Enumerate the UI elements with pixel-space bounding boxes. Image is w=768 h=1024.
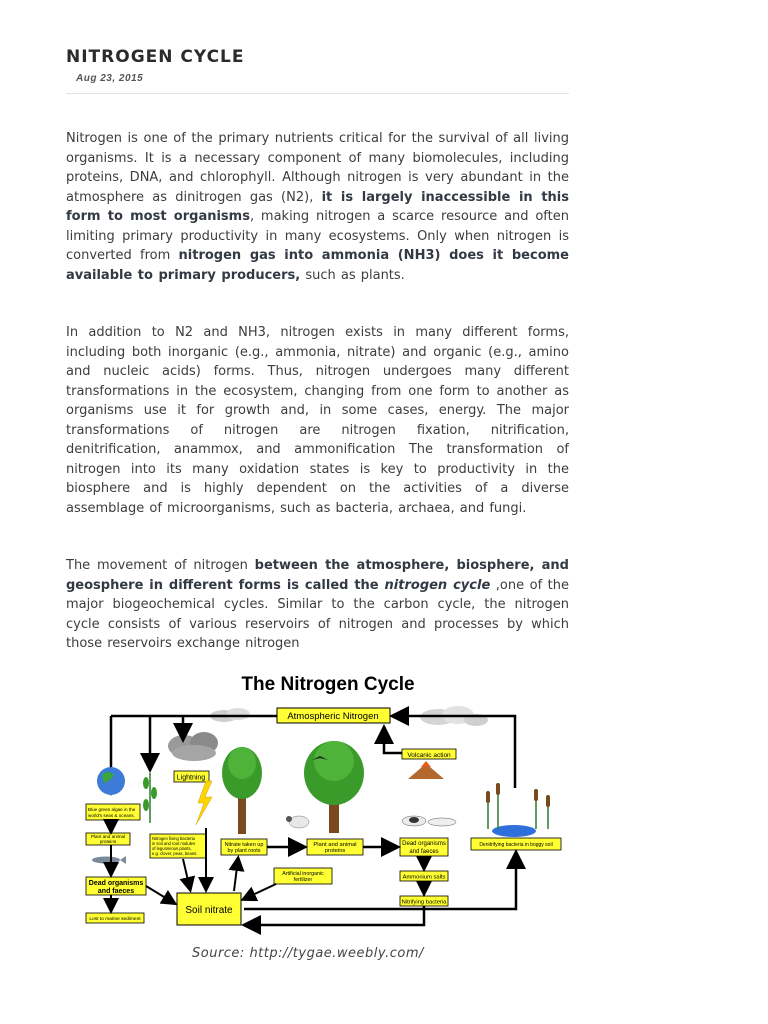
lightning-label: Lightning <box>176 774 206 782</box>
p1-text-1: Nitrogen is one of the primary nutrients critical for the survival of all living organisms. It is a necessary component of many biomolecules, including proteins, DNA, and chlorophyll. Although nitrogen is very abundant in the atmosphere as dinitrogen gas (N2), <box>66 131 569 205</box>
p1-text-3: such as plants. <box>300 267 405 283</box>
p1-text-2: , making nitrogen a scarce resource and often limiting primary productivity in many ecosystems. Only when nitrogen is converted from <box>66 209 569 263</box>
fertilizer-label-2: fertilizer <box>293 877 313 883</box>
figure-caption: Source: http://tygae.weebly.com/ <box>192 946 424 961</box>
fixing-label-3: of leguminous plants, <box>152 846 192 851</box>
cow-icon <box>402 816 426 826</box>
plant-animal-small-label-1: Plant and animal <box>90 834 126 839</box>
nitrate-taken-label-1: Nitrate taken up <box>224 842 264 848</box>
algae-label-1: Blue green algae in the <box>88 807 136 812</box>
paragraph-3 <box>66 556 569 654</box>
nitrogen-cycle-diagram <box>66 663 569 935</box>
soil-nitrate-label: Soil nitrate <box>185 905 233 916</box>
arrow-fertilizer-to-soil <box>244 884 276 899</box>
nitrifying-label: Nitrifying bacteria <box>401 899 447 906</box>
diagram-svg <box>66 663 569 935</box>
p1-bold-1: it is largely inaccessible in this form to most organisms <box>66 189 569 224</box>
dead-animal-icon <box>428 818 456 826</box>
paragraph-1 <box>66 129 569 285</box>
p3-bold-italic <box>385 578 491 593</box>
arrow-soil-to-roots <box>234 859 238 891</box>
tree-icon <box>222 747 262 834</box>
volcano-icon <box>408 767 444 779</box>
fixing-label-2: in soil and root nodules <box>152 841 196 846</box>
bog-plants-icon <box>486 783 550 837</box>
nitrate-taken-label-2: by plant roots <box>227 848 261 854</box>
p3-bold-1: between the atmosphere, biosphere, and geosphere in different forms is called the <box>66 558 569 593</box>
plant-animal-label-2: proteins <box>324 848 346 854</box>
fixing-label-1: Nitrogen fixing bacteria <box>152 836 195 841</box>
globe-icon <box>97 767 125 795</box>
arrow-volcanic <box>384 729 404 753</box>
paragraph-2: In addition to N2 and NH3, nitrogen exists in many different forms, including both inorganic (e.g., ammonia, nitrate) and organic (e.g., amino and nucleic acids) forms. Thus, nitrogen undergoes many different transformations in the ecosystem, changing from one form to another as organisms use it for growth and, in some cases, energy. The major transformations of nitrogen are nitrogen fixation, nitrification, denitrification, anammox, and ammonification The transformation of nitrogen into its many oxidation states is key to productivity in the biosphere and is highly dependent on the activities of a diverse assemblage of microorganisms, such as bacteria, archaea, and fungi. <box>66 325 569 516</box>
title-divider <box>66 93 569 94</box>
dead-organisms-right-label-1: Dead organisms <box>402 841 446 847</box>
p3-text-2: ,one of the major biogeochemical cycles. Similar to the carbon cycle, the nitrogen cycle consists of various reservoirs of nitrogen and processes by which those reservoirs exchange nitrogen <box>66 577 569 651</box>
denitrifying-label: Denitrifying bacteria in boggy soil <box>479 842 553 848</box>
arrow-fixing-to-soil <box>183 859 190 889</box>
dead-organisms-right-label-2: and faeces <box>409 849 439 855</box>
lightning-bolt-icon <box>196 781 212 825</box>
post-date: Aug 23, 2015 <box>76 73 144 84</box>
post-title: NITROGEN CYCLE <box>66 47 245 67</box>
plant-animal-label-1: Plant and animal <box>313 842 357 848</box>
plant-icon <box>143 773 157 823</box>
p3-text-1: The movement of nitrogen <box>66 558 255 573</box>
dead-organisms-left-label-2: and faeces <box>97 888 135 895</box>
fish-icon <box>92 856 126 864</box>
tree-icon <box>304 741 364 833</box>
arrow-dead-to-soil <box>146 886 174 903</box>
ammonium-label: Ammonium salts <box>402 874 446 881</box>
nitrogen-cycle-term: nitrogen cycle <box>384 577 491 593</box>
plant-animal-small-label-2: proteins <box>99 839 117 844</box>
lava-icon <box>421 761 431 767</box>
fertilizer-label-1: Artificial inorganic <box>282 871 324 877</box>
p1-bold-2: nitrogen gas into ammonia (NH3) does it become available to primary producers, <box>66 248 569 283</box>
dead-organisms-left-label-1: Dead organisms <box>88 880 144 887</box>
algae-label-2: world's seas & oceans. <box>88 813 135 818</box>
storm-cloud-icon <box>168 732 218 761</box>
sheep-icon <box>286 816 309 828</box>
lost-marine-label: Lost to marine sediment <box>89 917 141 922</box>
diagram-title: The Nitrogen Cycle <box>241 674 415 695</box>
atmospheric-nitrogen-label: Atmospheric Nitrogen <box>287 711 379 722</box>
fixing-label-4: e.g. clover, peas, beans. <box>152 851 198 856</box>
volcanic-label: Volcanic action <box>407 752 451 759</box>
